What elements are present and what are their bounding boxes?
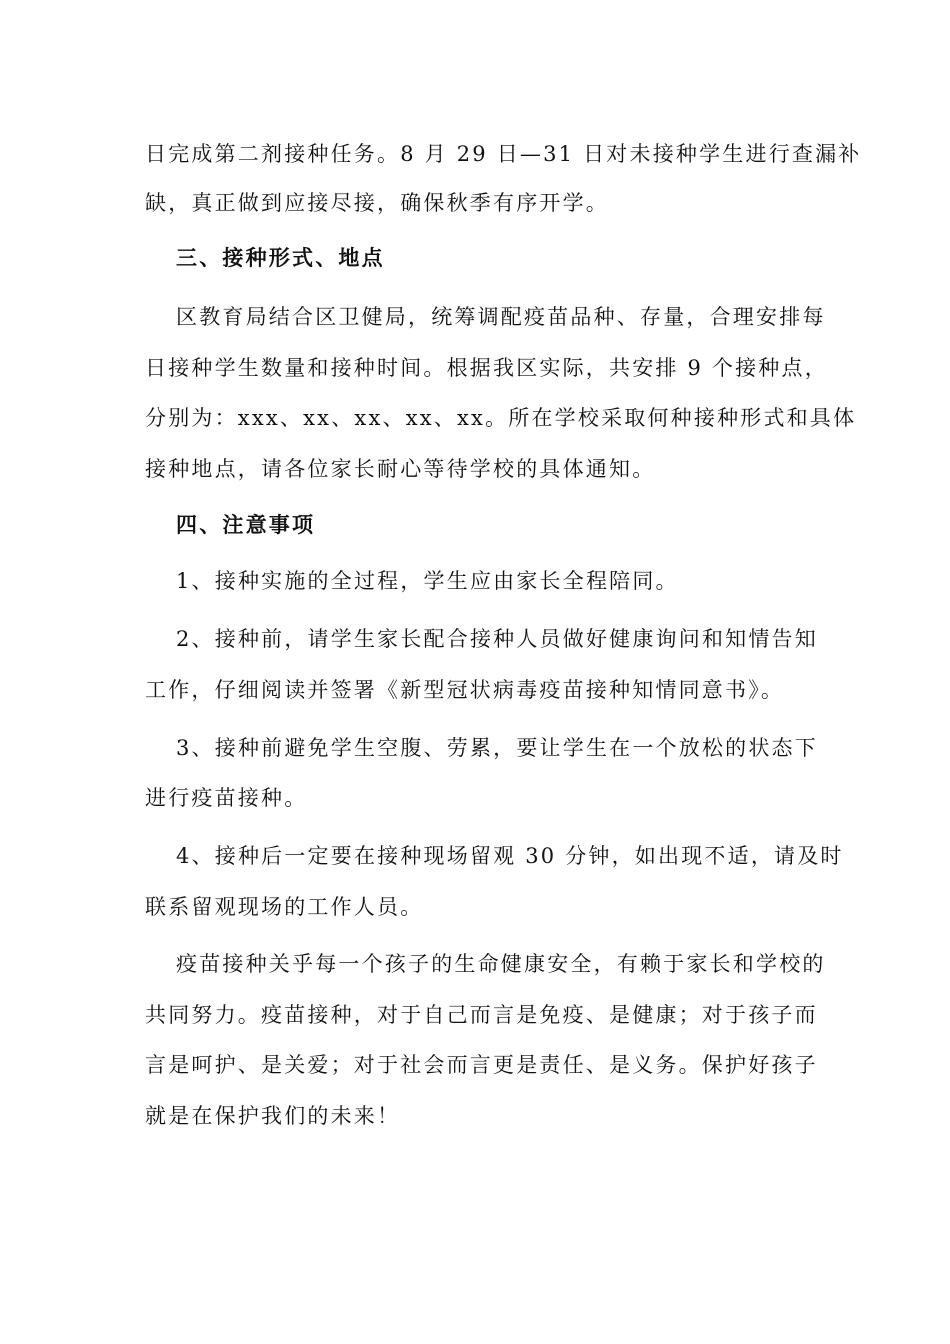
paragraph-line: 缺，真正做到应接尽接，确保秋季有序开学。 (145, 191, 609, 215)
paragraph-line: 进行疫苗接种。 (145, 786, 308, 810)
note-item-3: 3、接种前避免学生空腹、劳累，要让学生在一个放松的状态下 (176, 736, 818, 760)
paragraph-line: 区教育局结合区卫健局，统筹调配疫苗品种、存量，合理安排每 (176, 305, 826, 329)
paragraph-line: 接种地点，请各位家长耐心等待学校的具体通知。 (145, 457, 656, 481)
note-item-1: 1、接种实施的全过程，学生应由家长全程陪同。 (176, 569, 679, 593)
paragraph-line: 分别为：xxx、xx、xx、xx、xx。所在学校采取何种接种形式和具体 (145, 406, 857, 430)
paragraph-line: 就是在保护我们的未来！ (145, 1104, 401, 1128)
section-heading-4: 四、注意事项 (176, 512, 316, 537)
paragraph-line: 工作，仔细阅读并签署《新型冠状病毒疫苗接种知情同意书》。 (145, 678, 785, 702)
note-item-2: 2、接种前，请学生家长配合接种人员做好健康询问和知情告知 (176, 627, 818, 651)
paragraph-line: 日完成第二剂接种任务。8 月 29 日—31 日对未接种学生进行查漏补 (145, 142, 862, 166)
paragraph-line: 共同努力。疫苗接种，对于自己而言是免疫、是健康；对于孩子而 (145, 1003, 818, 1027)
note-item-4: 4、接种后一定要在接种现场留观 30 分钟，如出现不适，请及时 (176, 844, 844, 868)
paragraph-line: 联系留观现场的工作人员。 (145, 895, 424, 919)
paragraph-line: 言是呵护、是关爱；对于社会而言更是责任、是义务。保护好孩子 (145, 1053, 818, 1077)
paragraph-line: 疫苗接种关乎每一个孩子的生命健康安全，有赖于家长和学校的 (176, 952, 826, 976)
paragraph-line: 日接种学生数量和接种时间。根据我区实际，共安排 9 个接种点， (145, 356, 828, 380)
section-heading-3: 三、接种形式、地点 (176, 245, 385, 270)
